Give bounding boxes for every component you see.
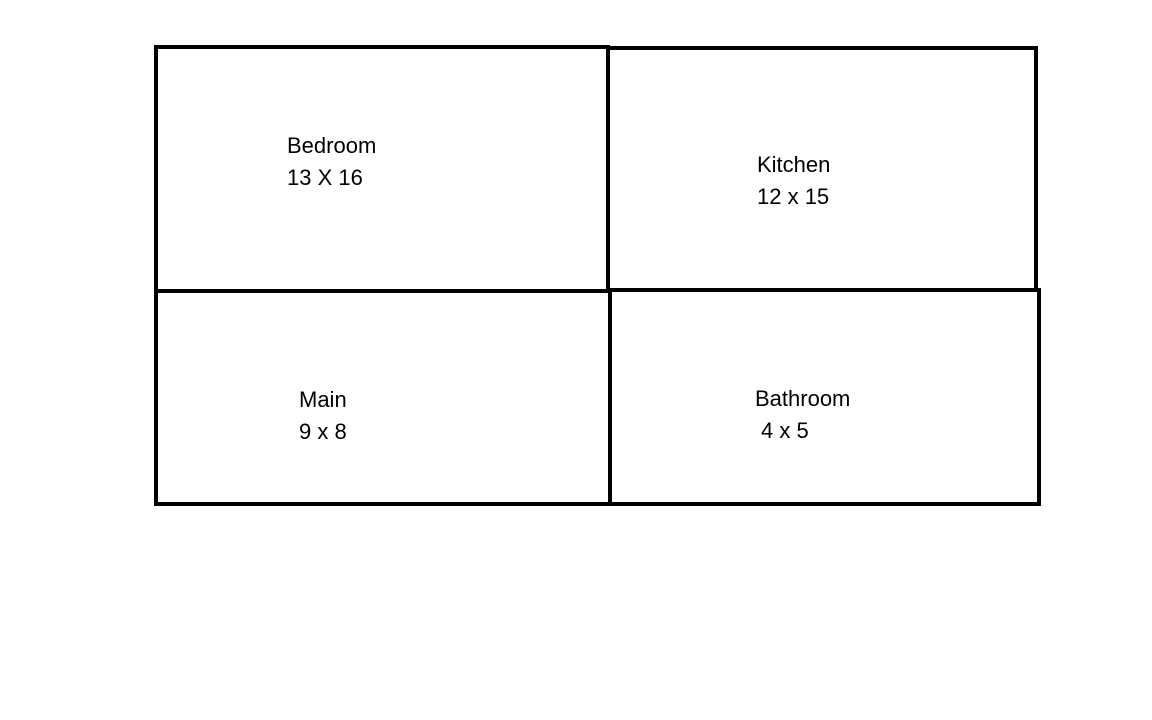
room-name: Main bbox=[299, 387, 347, 412]
room-dimensions: 9 x 8 bbox=[299, 419, 347, 444]
room-dimensions: 12 x 15 bbox=[757, 184, 830, 209]
room-dimensions: 13 X 16 bbox=[287, 165, 363, 190]
room-label bbox=[755, 383, 850, 447]
room-bathroom bbox=[608, 288, 1041, 506]
room-name: Bathroom bbox=[755, 386, 851, 411]
room-name: Bedroom bbox=[287, 133, 377, 158]
room-name: Kitchen bbox=[757, 152, 831, 177]
room-label bbox=[757, 149, 830, 213]
room-bedroom bbox=[154, 45, 610, 293]
room-label bbox=[287, 130, 376, 194]
room-label bbox=[299, 384, 347, 448]
room-main bbox=[154, 289, 612, 506]
room-dimensions: 4 x 5 bbox=[761, 418, 809, 443]
room-kitchen bbox=[606, 46, 1038, 292]
